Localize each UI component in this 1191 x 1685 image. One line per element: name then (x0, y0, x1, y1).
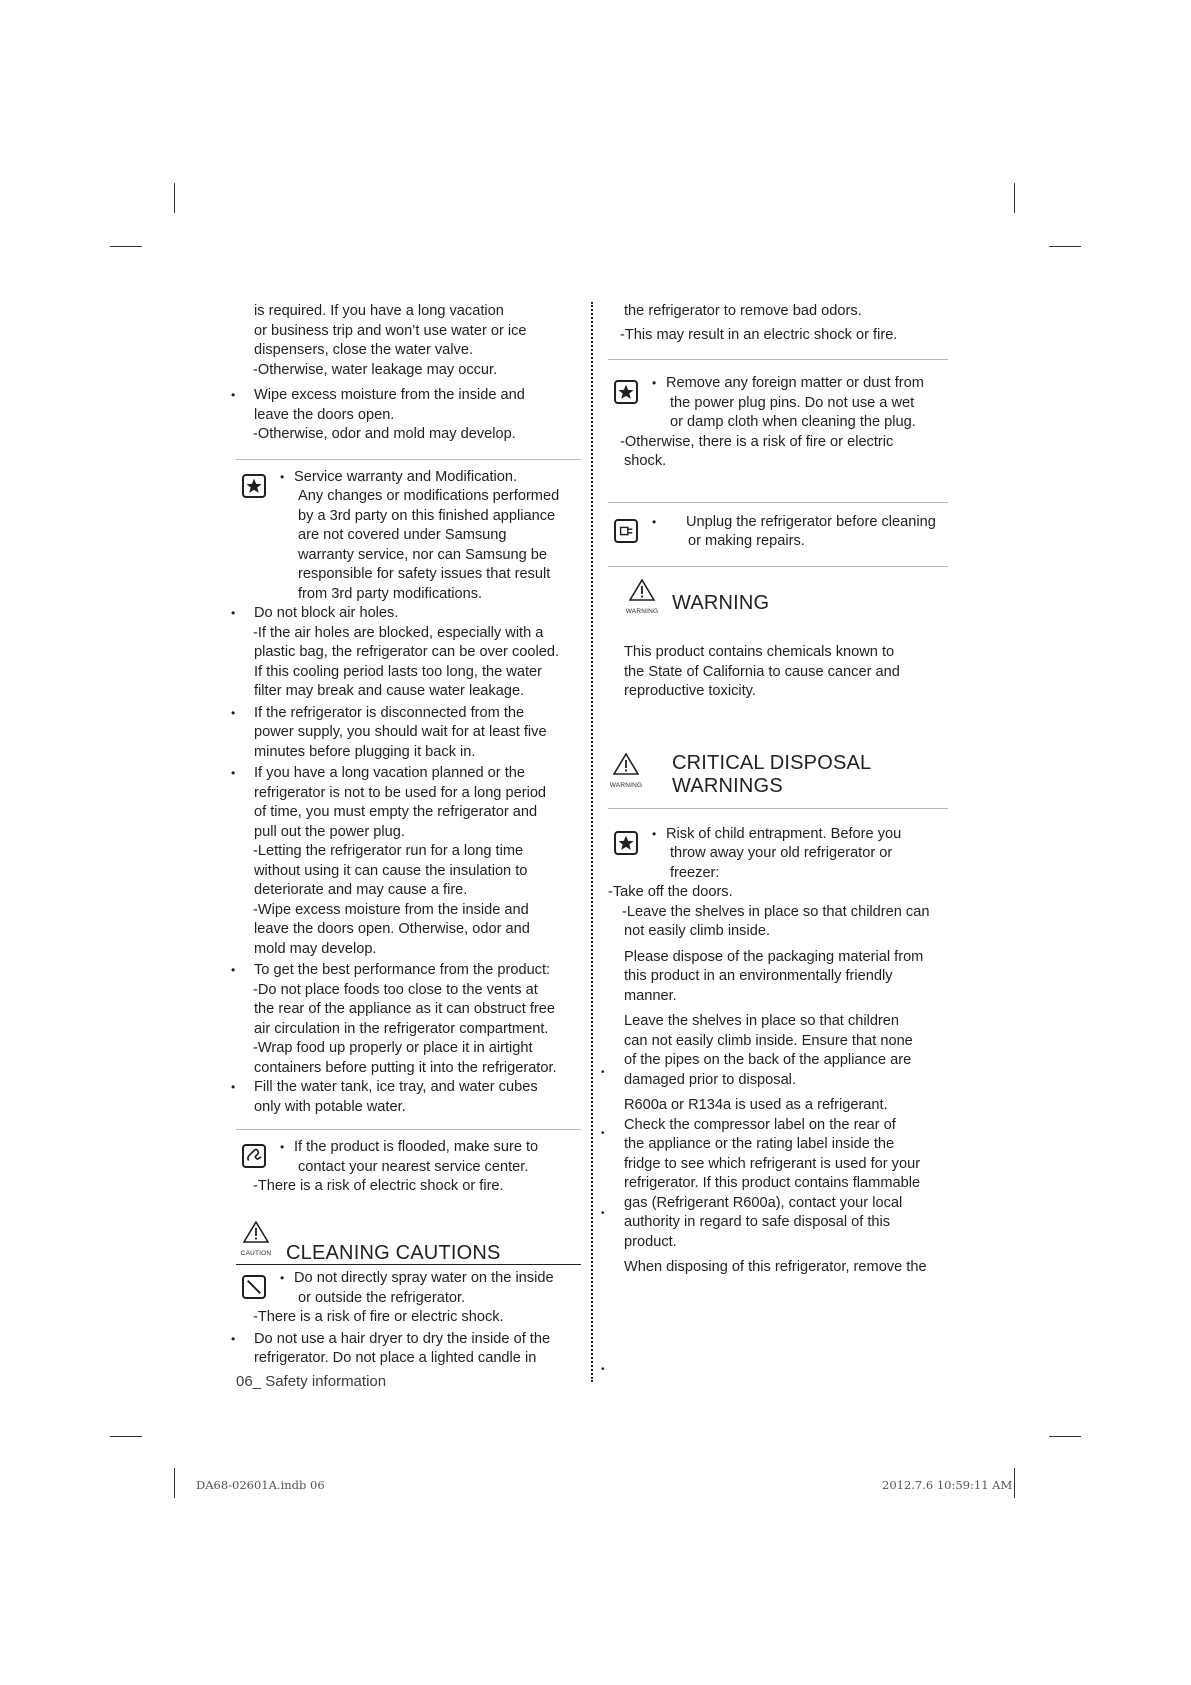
crop-mark (1049, 246, 1081, 247)
text-line: or outside the refrigerator. (298, 1289, 466, 1306)
text-line: authority in regard to safe disposal of this (624, 1214, 891, 1230)
caution-symbol (232, 1221, 280, 1264)
text-line: air circulation in the refrigerator compartment. (254, 1020, 549, 1037)
text-line: freezer: (670, 864, 720, 881)
text-line: are not covered under Samsung (298, 527, 507, 543)
text-line: Please dispose of the packaging material from (624, 948, 924, 965)
bullet-dot: • (601, 1128, 605, 1139)
sub-note: -Take off the doors. (608, 884, 733, 900)
bullet-dot: • (601, 1208, 605, 1219)
text-line: Any changes or modifications performed (298, 488, 560, 504)
text-line: • Risk of child entrapment. Before you (652, 825, 948, 845)
text-line: Check the compressor label on the rear of (624, 1116, 896, 1133)
warning-icon (629, 579, 655, 601)
text-line: mold may develop. (254, 940, 377, 957)
text-line: the State of California to cause cancer and (624, 663, 900, 680)
text-line: • Do not directly spray water on the inside (280, 1269, 581, 1289)
bullet-dot: • (601, 1364, 605, 1375)
caution-label: CAUTION (240, 1249, 272, 1257)
crop-mark (110, 246, 142, 247)
sub-note: -There is a risk of fire or electric shock. (253, 1309, 504, 1325)
warning-label: WARNING (609, 782, 643, 790)
text-line: the rear of the appliance as it can obstruct free (254, 1001, 555, 1017)
bullet-dot: • (601, 1067, 605, 1078)
text-line: damaged prior to disposal. (624, 1071, 796, 1088)
critical-disposal-header (608, 752, 948, 809)
warning-symbol (618, 579, 666, 622)
sub-note: -Wrap food up properly or place it in airtight (253, 1040, 533, 1056)
section-divider (236, 1129, 581, 1130)
text-line: deteriorate and may cause a fire. (254, 882, 468, 898)
text-line: Leave the shelves in place so that children (624, 1013, 900, 1029)
warranty-title: • Service warranty and Modification. (280, 468, 581, 488)
warning-label: WARNING (625, 607, 659, 615)
text-line: • If the product is flooded, make sure to (280, 1138, 581, 1158)
caution-icon (243, 1221, 269, 1243)
text-line: manner. (624, 987, 677, 1004)
left-column (236, 302, 581, 1391)
bullet-item: • Fill the water tank, ice tray, and water cubes (236, 1078, 581, 1098)
crop-mark (1014, 183, 1015, 213)
text-line: filter may break and cause water leakage. (254, 683, 525, 699)
text-line: R600a or R134a is used as a refrigerant. (624, 1097, 888, 1113)
plug-icon (614, 519, 638, 543)
prohibited-icon (242, 1275, 266, 1299)
flood-notice (236, 1138, 581, 1177)
crop-mark (174, 183, 175, 213)
phone-icon (242, 1144, 266, 1168)
warning-header (608, 579, 948, 622)
warning-symbol (602, 753, 650, 796)
text-line: When disposing of this refrigerator, remove the (624, 1259, 927, 1275)
warning-icon (613, 753, 639, 775)
text-line: power supply, you should wait for at least five (254, 724, 547, 740)
text-line: fridge to see which refrigerant is used for your (624, 1155, 921, 1172)
column-divider (591, 302, 593, 1382)
text-line: gas (Refrigerant R600a), contact your local (624, 1194, 903, 1211)
text-line: This product contains chemicals known to (624, 644, 895, 660)
text-line: throw away your old refrigerator or (670, 845, 893, 861)
text-line: or business trip and won’t use water or ice (254, 322, 527, 339)
sub-note: -There is a risk of electric shock or fire. (253, 1178, 504, 1194)
text-line: by a 3rd party on this finished appliance (298, 507, 556, 524)
section-heading: CRITICAL DISPOSAL WARNINGS (672, 751, 872, 797)
text-line: the appliance or the rating label inside the (624, 1136, 895, 1152)
text-line: can not easily climb inside. Ensure that none (624, 1032, 913, 1049)
sub-note: -Leave the shelves in place so that children can (622, 903, 930, 920)
bullet-item: • If the refrigerator is disconnected from the (236, 704, 581, 724)
text-line: responsible for safety issues that result (298, 566, 551, 582)
section-heading: WARNING (672, 591, 770, 614)
text-line: contact your nearest service center. (298, 1158, 529, 1175)
text-line: dispensers, close the water valve. (254, 342, 474, 358)
text-line: plastic bag, the refrigerator can be over cooled. (254, 644, 560, 660)
text-line: the refrigerator to remove bad odors. (624, 303, 862, 319)
text-line: pull out the power plug. (254, 823, 405, 840)
entrapment-notice (608, 825, 948, 884)
text-line: minutes before plugging it back in. (254, 743, 476, 760)
section-divider (236, 459, 581, 460)
text-line: of the pipes on the back of the appliance are (624, 1052, 912, 1068)
footer-timestamp: 2012.7.6 10:59:11 AM (882, 1478, 1013, 1492)
text-line: without using it can cause the insulation to (254, 862, 528, 879)
text-line: shock. (624, 453, 667, 469)
text-line: leave the doors open. (254, 406, 395, 423)
right-column (608, 302, 948, 1278)
crop-mark (1049, 1436, 1081, 1437)
bullet-item: • If you have a long vacation planned or the (236, 764, 581, 784)
sub-note: -Letting the refrigerator run for a long time (253, 843, 524, 859)
bullet-item: • Wipe excess moisture from the inside and (236, 386, 581, 406)
text-line: only with potable water. (254, 1098, 406, 1115)
bullet-item: • Do not use a hair dryer to dry the inside of the (236, 1330, 581, 1350)
crop-mark (110, 1436, 142, 1437)
sub-note: -Otherwise, odor and mold may develop. (253, 426, 516, 442)
text-line: product. (624, 1233, 677, 1250)
text-line: from 3rd party modifications. (298, 585, 483, 602)
section-divider (608, 566, 948, 567)
text-line: is required. If you have a long vacation (254, 303, 504, 319)
spray-notice (236, 1269, 581, 1308)
warranty-notice (236, 468, 581, 605)
sub-note: -This may result in an electric shock or fire. (620, 326, 898, 343)
sub-note: -Otherwise, water leakage may occur. (253, 361, 498, 378)
text-line: refrigerator is not to be used for a long period (254, 784, 547, 801)
text-line: of time, you must empty the refrigerator and (254, 804, 538, 820)
star-icon (614, 380, 638, 404)
footer-file: DA68-02601A.indb 06 (196, 1478, 325, 1492)
page-label: 06_ Safety information (236, 1372, 387, 1390)
text-line: • Unplug the refrigerator before cleaning (652, 513, 948, 533)
section-divider (608, 502, 948, 503)
crop-mark (174, 1468, 175, 1498)
text-line: refrigerator. Do not place a lighted candle in (254, 1350, 537, 1366)
text-line: this product in an environmentally friendly (624, 968, 893, 984)
text-line: • Remove any foreign matter or dust from (652, 374, 948, 394)
text-line: refrigerator. If this product contains flammable (624, 1175, 921, 1191)
bullet-item: • Do not block air holes. (236, 604, 581, 624)
text-line: the power plug pins. Do not use a wet (670, 394, 915, 411)
star-icon (614, 831, 638, 855)
section-divider (608, 359, 948, 360)
text-line: or damp cloth when cleaning the plug. (670, 414, 916, 430)
star-icon (242, 474, 266, 498)
unplug-notice (608, 513, 948, 552)
sub-note: -Otherwise, there is a risk of fire or electric (620, 433, 894, 450)
text-line: leave the doors open. Otherwise, odor and (254, 921, 530, 937)
sub-note: -If the air holes are blocked, especially with a (253, 624, 544, 641)
text-line: If this cooling period lasts too long, the water (254, 663, 542, 680)
text-line: reproductive toxicity. (624, 683, 756, 699)
text-line: warranty service, nor can Samsung be (298, 546, 548, 563)
plug-pins-notice (608, 374, 948, 433)
text-line: containers before putting it into the refrigerator. (254, 1059, 557, 1076)
text-line: not easily climb inside. (624, 923, 771, 939)
crop-mark (1014, 1468, 1015, 1498)
sub-note: -Wipe excess moisture from the inside and (253, 901, 529, 918)
cleaning-cautions-header (236, 1221, 581, 1266)
section-heading: CLEANING CAUTIONS (286, 1241, 501, 1264)
sub-note: -Do not place foods too close to the vents at (253, 981, 538, 998)
bullet-item: • To get the best performance from the product: (236, 961, 581, 981)
text-line: or making repairs. (688, 533, 805, 549)
